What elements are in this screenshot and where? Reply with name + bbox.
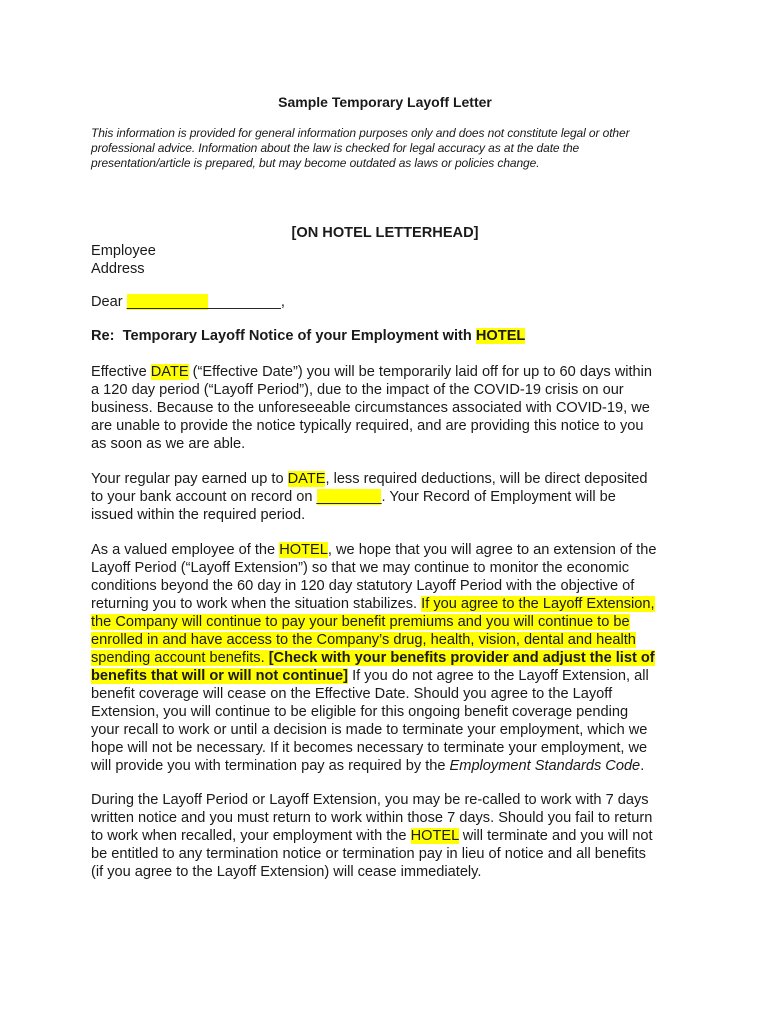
- highlighted-text: HOTEL: [410, 828, 459, 844]
- text-line: [91, 141, 691, 156]
- text-segment: a 120 day period (“Layoff Period”), due to the impact of the COVID-19 crisis on our: [91, 382, 624, 398]
- text-segment: returning you to work when the situation stabilizes.: [91, 596, 422, 612]
- text-line: [91, 613, 691, 631]
- text-line: [91, 667, 691, 685]
- text-segment: Your regular pay earned up to: [91, 471, 288, 487]
- text-line: [91, 470, 691, 488]
- text-segment: , we hope that you will agree to an extension of the: [327, 542, 657, 558]
- text-line: [91, 126, 691, 141]
- text-segment: hope will not be necessary. If it becomes necessary to terminate your employment, we: [91, 740, 648, 756]
- text-segment: During the Layoff Period or Layoff Extension, you may be re-called to work with 7 days: [91, 792, 649, 808]
- text-segment: Employee: [91, 243, 156, 259]
- text-line: [91, 363, 691, 381]
- text-segment: issued within the required period.: [91, 507, 306, 523]
- text-line: [91, 488, 691, 506]
- text-line: [91, 595, 691, 613]
- text-line: [91, 242, 691, 260]
- highlighted-text: the Company will continue to pay your benefit premiums and you will continue to be: [91, 614, 630, 630]
- text-segment: conditions beyond the 60 day in 120 day statutory Layoff Period with the objective of: [91, 578, 635, 594]
- text-segment: (if you agree to the Layoff Extension) will cease immediately.: [91, 864, 482, 880]
- text-segment: . Your Record of Employment will be: [381, 489, 616, 505]
- text-segment: to work when recalled, your employment with the: [91, 828, 411, 844]
- text-line: [91, 827, 691, 845]
- text-line: [91, 417, 691, 435]
- highlighted-text: If you agree to the Layoff Extension,: [421, 596, 655, 612]
- employee-address: [91, 242, 691, 278]
- highlighted-text: DATE: [150, 364, 189, 380]
- text-segment: your recall to work or until a decision is made to terminate your employment, which we: [91, 722, 648, 738]
- text-segment: business. Because to the unforeseeable circumstances associated with COVID-19, we: [91, 400, 650, 416]
- text-segment: written notice and you must return to work within those 7 days. Should you fail to return: [91, 810, 653, 826]
- text-line: [91, 809, 691, 827]
- text-line: [91, 541, 691, 559]
- text-segment: Effective: [91, 364, 151, 380]
- highlighted-text: [Check with your benefits provider and adjust the list of: [268, 650, 655, 666]
- paragraph-recall: [91, 791, 691, 881]
- text-segment: Extension, you will continue to be eligible for this ongoing benefit coverage pending: [91, 704, 629, 720]
- highlighted-text: spending account benefits.: [91, 650, 269, 666]
- text-segment: Layoff Period (“Layoff Extension”) so that we may continue to monitor the economic: [91, 560, 630, 576]
- highlighted-text: enrolled in and have access to the Company’s drug, health, vision, dental and health: [91, 632, 636, 648]
- highlighted-text: HOTEL: [279, 542, 328, 558]
- text-line: [91, 703, 691, 721]
- text-segment: Re: Temporary Layoff Notice of your Employment with: [91, 328, 476, 344]
- highlighted-text: DATE: [287, 471, 326, 487]
- text-line: [91, 685, 691, 703]
- paragraph-extension: [91, 541, 691, 775]
- subject-line: [91, 327, 691, 345]
- paragraph-pay: [91, 470, 691, 524]
- text-line: [91, 631, 691, 649]
- text-segment: This information is provided for general information purposes only and does not constitute legal or other: [91, 126, 630, 140]
- highlighted-text: benefits that will or will not continue]: [91, 668, 349, 684]
- text-line: [91, 559, 691, 577]
- text-segment: presentation/article is prepared, but may become outdated as laws or policies change.: [91, 156, 540, 170]
- text-line: [91, 863, 691, 881]
- highlighted-text: __________: [126, 294, 208, 310]
- text-line: [91, 506, 691, 524]
- text-segment: Address: [91, 261, 145, 277]
- text-line: [91, 739, 691, 757]
- text-segment: (“Effective Date”) you will be temporarily laid off for up to 60 days within: [188, 364, 653, 380]
- text-line: [91, 721, 691, 739]
- text-line: [91, 399, 691, 417]
- text-segment: benefit coverage will cease on the Effective Date. Should you agree to the Layoff: [91, 686, 613, 702]
- text-segment: as soon as we are able.: [91, 436, 246, 452]
- text-line: [91, 577, 691, 595]
- text-line: [91, 649, 691, 667]
- text-line: [91, 293, 691, 311]
- letterhead-placeholder: [ON HOTEL LETTERHEAD]: [291, 225, 479, 241]
- text-segment: Employment Standards Code: [449, 758, 641, 774]
- text-segment: professional advice. Information about the law is checked for legal accuracy as at the date the: [91, 141, 580, 155]
- highlighted-text: HOTEL: [475, 328, 526, 344]
- disclaimer: [91, 126, 691, 171]
- text-segment: _________,: [207, 294, 285, 310]
- text-line: [91, 845, 691, 863]
- text-line: [91, 381, 691, 399]
- text-segment: will terminate and you will not: [458, 828, 653, 844]
- text-segment: .: [640, 758, 645, 774]
- text-segment: Dear: [91, 294, 127, 310]
- salutation: [91, 293, 691, 311]
- text-line: [91, 327, 691, 345]
- text-line: [91, 435, 691, 453]
- highlighted-text: ________: [316, 489, 382, 505]
- text-segment: , less required deductions, will be direct deposited: [325, 471, 648, 487]
- text-segment: will provide you with termination pay as required by the: [91, 758, 450, 774]
- text-segment: If you do not agree to the Layoff Extension, all: [348, 668, 649, 684]
- text-segment: to your bank account on record on: [91, 489, 317, 505]
- text-segment: As a valued employee of the: [91, 542, 280, 558]
- text-line: [91, 156, 691, 171]
- text-segment: are unable to provide the notice typically required, and are providing this notice to you: [91, 418, 644, 434]
- text-segment: be entitled to any termination notice or termination pay in lieu of notice and all benefits: [91, 846, 646, 862]
- text-line: [91, 791, 691, 809]
- paragraph-effective-date: [91, 363, 691, 453]
- text-line: [91, 260, 691, 278]
- document-title: Sample Temporary Layoff Letter: [278, 94, 492, 110]
- text-line: [91, 757, 691, 775]
